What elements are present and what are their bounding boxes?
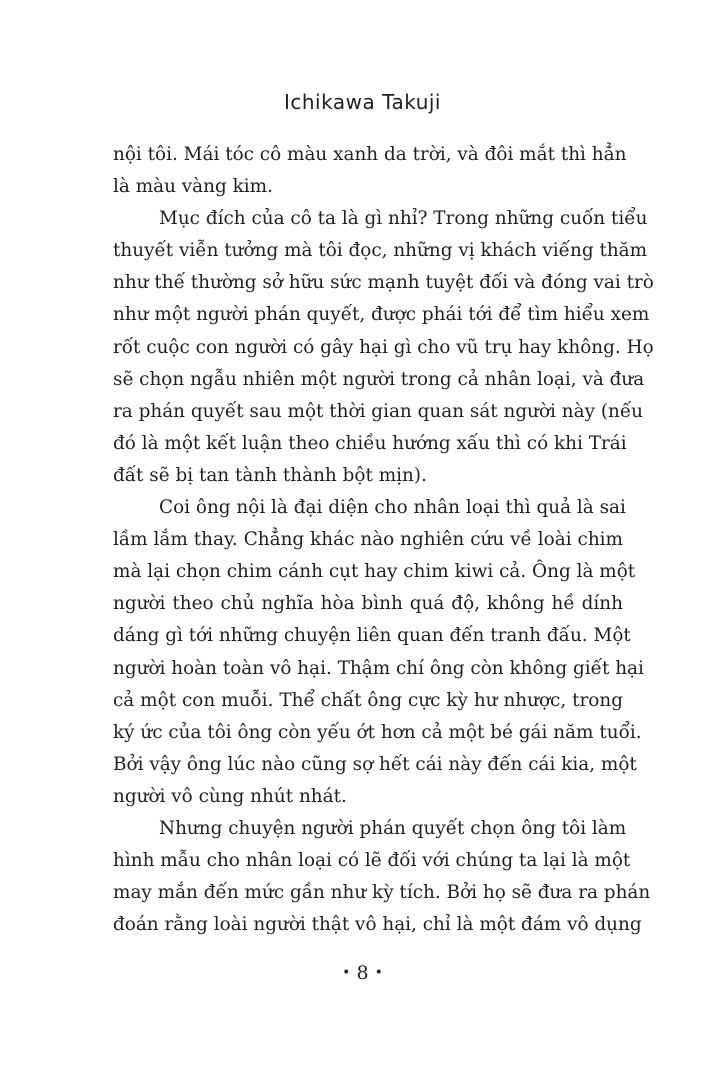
paragraph (113, 203, 654, 492)
text-line: Bởi vậy ông lúc nào cũng sợ hết cái này đến cái kia, một (113, 753, 637, 775)
folio-ornament-left: • (342, 965, 351, 981)
text-line: người vô cùng nhút nhát. (113, 785, 347, 807)
text-line: như thế thường sở hữu sức mạnh tuyệt đối và đóng vai trò (113, 272, 654, 294)
text-line: Mục đích của cô ta là gì nhỉ? Trong những cuốn tiểu (159, 208, 648, 230)
text-line: may mắn đến mức gần như kỳ tích. Bởi họ sẽ đưa ra phán (113, 882, 651, 904)
text-line: người theo chủ nghĩa hòa bình quá độ, không hề dính (113, 593, 623, 615)
folio-ornament-right: • (374, 965, 383, 981)
text-line: Coi ông nội là đại diện cho nhân loại thì quả là sai (159, 497, 626, 519)
text-line: đất sẽ bị tan tành thành bột mịn). (113, 464, 427, 486)
running-head: Ichikawa Takuji (283, 90, 441, 114)
text-line: dáng gì tới những chuyện liên quan đến tranh đấu. Một (113, 625, 631, 647)
page-folio (0, 962, 725, 984)
paragraph (113, 139, 627, 203)
text-line: người hoàn toàn vô hại. Thậm chí ông còn không giết hại (113, 657, 644, 679)
text-line: hình mẫu cho nhân loại có lẽ đối với chúng ta lại là một (113, 850, 631, 872)
text-line: thuyết viễn tưởng mà tôi đọc, những vị khách viếng thăm (113, 240, 648, 262)
body-text (113, 139, 654, 941)
text-line: mà lại chọn chim cánh cụt hay chim kiwi cả. Ông là một (113, 561, 636, 583)
text-line: sẽ chọn ngẫu nhiên một người trong cả nhân loại, và đưa (113, 368, 645, 390)
page-number: 8 (356, 962, 369, 984)
text-line: đó là một kết luận theo chiều hướng xấu thì có khi Trái (113, 432, 627, 454)
text-line: đoán rằng loài người thật vô hại, chỉ là một đám vô dụng (113, 914, 642, 936)
text-line: ký ức của tôi ông còn yếu ớt hơn cả một bé gái năm tuổi. (113, 721, 642, 743)
text-line: cả một con muỗi. Thể chất ông cực kỳ hư nhược, trong (113, 689, 623, 711)
paragraph (113, 492, 644, 813)
paragraph (113, 813, 651, 941)
text-line: là màu vàng kim. (113, 176, 273, 198)
text-line: nội tôi. Mái tóc cô màu xanh da trời, và đôi mắt thì hẳn (113, 144, 627, 165)
text-line: Nhưng chuyện người phán quyết chọn ông tôi làm (159, 817, 627, 839)
text-line: như một người phán quyết, được phái tới để tìm hiểu xem (113, 304, 650, 326)
text-line: lầm lắm thay. Chẳng khác nào nghiên cứu về loài chim (113, 529, 623, 551)
text-line: ra phán quyết sau một thời gian quan sát người này (nếu (113, 400, 644, 422)
text-line: rốt cuộc con người có gây hại gì cho vũ trụ hay không. Họ (113, 336, 654, 358)
